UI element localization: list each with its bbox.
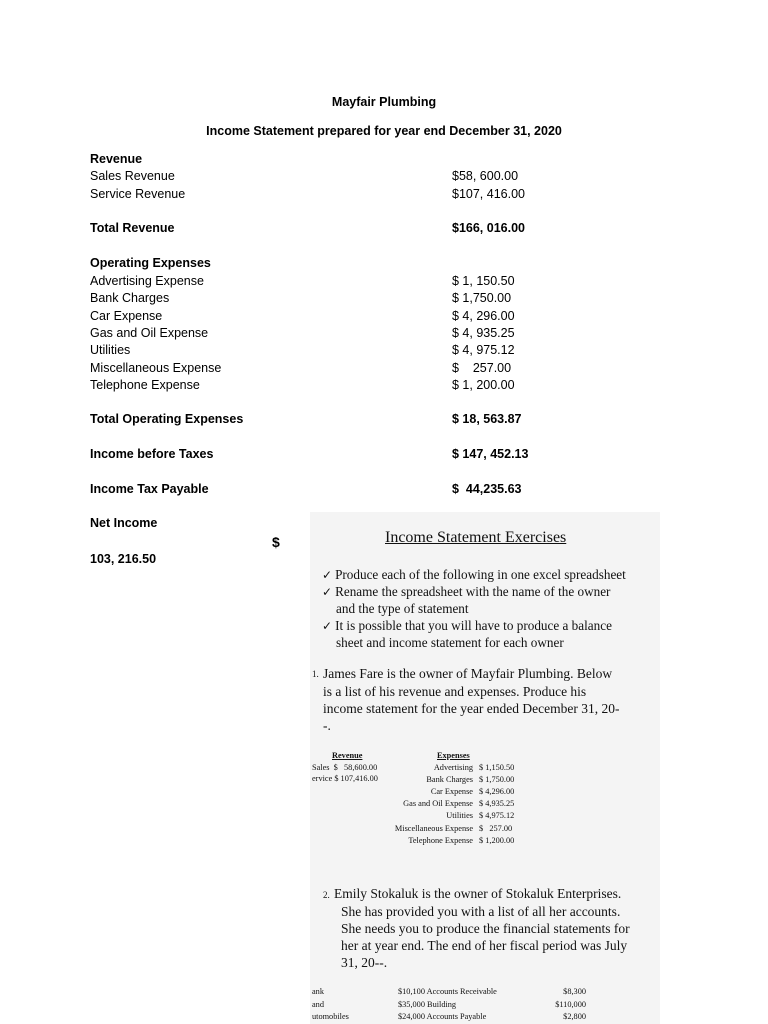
expense-row	[90, 274, 560, 291]
expense-row	[90, 378, 560, 395]
row-amount: $ 4, 296.00	[452, 309, 515, 323]
row-amount: $ 44,235.63	[452, 482, 522, 496]
expense-row	[90, 326, 560, 343]
account-cell: $8,300	[563, 987, 586, 996]
account-cell: $2,800	[563, 1012, 586, 1021]
net-income-label: Net Income	[90, 516, 158, 530]
expense-row	[90, 291, 560, 308]
account-cell: $35,000 Building	[398, 1000, 457, 1009]
revenue-heading: Revenue	[90, 152, 143, 166]
row-amount: $ 1,750.00	[452, 291, 512, 305]
expense-label: Telephone Expense	[408, 836, 473, 845]
row-label: Miscellaneous Expense	[90, 361, 222, 375]
row-amount: $ 1, 200.00	[452, 378, 515, 392]
expense-amount: $ 1,150.50	[479, 763, 515, 772]
row-label: Telephone Expense	[90, 378, 200, 392]
row-amount: $ 4, 975.12	[452, 343, 515, 357]
exercise-image	[310, 512, 660, 1024]
bullet-item	[322, 618, 612, 634]
expense-row	[90, 343, 560, 360]
question-line: Emily Stokaluk is the owner of Stokaluk Enterprises.	[334, 886, 622, 901]
expense-label: Utilities	[446, 811, 473, 820]
expenses-column-head: Expenses	[437, 751, 470, 760]
account-cell: ank	[312, 987, 324, 996]
row-amount: $ 1, 150.50	[452, 274, 515, 288]
question-line: is a list of his revenue and expenses. Produce his	[323, 684, 587, 699]
revenue-row	[90, 187, 560, 204]
question-number: 1.	[312, 669, 319, 679]
bullet-item	[322, 584, 610, 600]
company-name: Mayfair Plumbing	[331, 95, 437, 109]
row-label: Advertising Expense	[90, 274, 204, 288]
question-line: her at year end. The end of her fiscal period was July	[341, 938, 628, 953]
income-before-taxes-row	[90, 447, 560, 464]
total-expenses-row	[90, 412, 560, 429]
exercise-title: Income Statement Exercises	[385, 529, 567, 546]
expense-amount: $ 257.00	[479, 824, 513, 833]
account-cell: and	[312, 1000, 324, 1009]
row-label: Total Revenue	[90, 221, 175, 235]
question-line: 31, 20--.	[341, 955, 388, 970]
row-label: Service Revenue	[90, 187, 186, 201]
expense-row	[90, 361, 560, 378]
question-line: She needs you to produce the financial statements for	[341, 921, 630, 936]
question-line: -.	[323, 718, 331, 733]
bullet-continuation: sheet and income statement for each owner	[336, 635, 564, 650]
net-income-amount: 103, 216.50	[90, 552, 157, 566]
row-amount: $ 4, 935.25	[452, 326, 515, 340]
row-label: Bank Charges	[90, 291, 170, 305]
revenue-cell: ervice $ 107,416.00	[312, 774, 378, 783]
expense-label: Car Expense	[430, 787, 473, 796]
bullet-text: It is possible that you will have to produce a balance	[335, 618, 612, 633]
checkmark-icon: ✓	[322, 585, 333, 599]
expense-amount: $ 4,935.25	[479, 799, 515, 808]
total-revenue-row	[90, 221, 560, 238]
row-label: Sales Revenue	[90, 169, 175, 183]
expenses-heading: Operating Expenses	[90, 256, 211, 270]
row-label: Income before Taxes	[90, 447, 214, 461]
expense-amount: $ 4,975.12	[479, 811, 515, 820]
bullet-item	[322, 567, 626, 583]
expense-label: Bank Charges	[426, 775, 473, 784]
question-line: income statement for the year ended December 31, 20-	[323, 701, 620, 716]
bullet-text: Produce each of the following in one excel spreadsheet	[335, 567, 626, 582]
revenue-row	[90, 169, 560, 186]
statement-subtitle: Income Statement prepared for year end December 31, 2020	[206, 124, 562, 138]
checkmark-icon: ✓	[322, 568, 333, 582]
row-amount: $ 257.00	[452, 361, 512, 375]
checkmark-icon: ✓	[322, 619, 333, 633]
row-label: Gas and Oil Expense	[90, 326, 209, 340]
row-label: Car Expense	[90, 309, 163, 323]
expense-label: Advertising	[433, 763, 473, 772]
expense-row	[90, 309, 560, 326]
revenue-column-head: Revenue	[332, 751, 363, 760]
expense-label: Gas and Oil Expense	[403, 799, 473, 808]
revenue-cell: Sales $ 58,600.00	[312, 763, 378, 772]
row-label: Income Tax Payable	[90, 482, 209, 496]
account-cell: utomobiles	[312, 1012, 349, 1021]
question-line: She has provided you with a list of all her accounts.	[341, 904, 621, 919]
expense-amount: $ 1,200.00	[479, 836, 515, 845]
bullet-text: Rename the spreadsheet with the name of the owner	[335, 584, 611, 599]
account-cell: $24,000 Accounts Payable	[398, 1012, 487, 1021]
question-number: 2.	[323, 890, 330, 900]
account-cell: $110,000	[555, 1000, 586, 1009]
row-amount: $ 18, 563.87	[452, 412, 522, 426]
row-amount: $166, 016.00	[452, 221, 525, 235]
row-label: Utilities	[90, 343, 131, 357]
account-cell: $10,100 Accounts Receivable	[398, 987, 497, 996]
net-income-dollar: $	[272, 534, 280, 550]
bullet-continuation: and the type of statement	[336, 601, 469, 616]
income-tax-row	[90, 482, 560, 499]
row-amount: $ 147, 452.13	[452, 447, 529, 461]
row-amount: $107, 416.00	[452, 187, 525, 201]
row-label: Total Operating Expenses	[90, 412, 244, 426]
expense-amount: $ 1,750.00	[479, 775, 515, 784]
expense-label: Miscellaneous Expense	[394, 824, 473, 833]
row-amount: $58, 600.00	[452, 169, 519, 183]
question-line: James Fare is the owner of Mayfair Plumbing. Below	[323, 666, 613, 681]
expense-amount: $ 4,296.00	[479, 787, 515, 796]
